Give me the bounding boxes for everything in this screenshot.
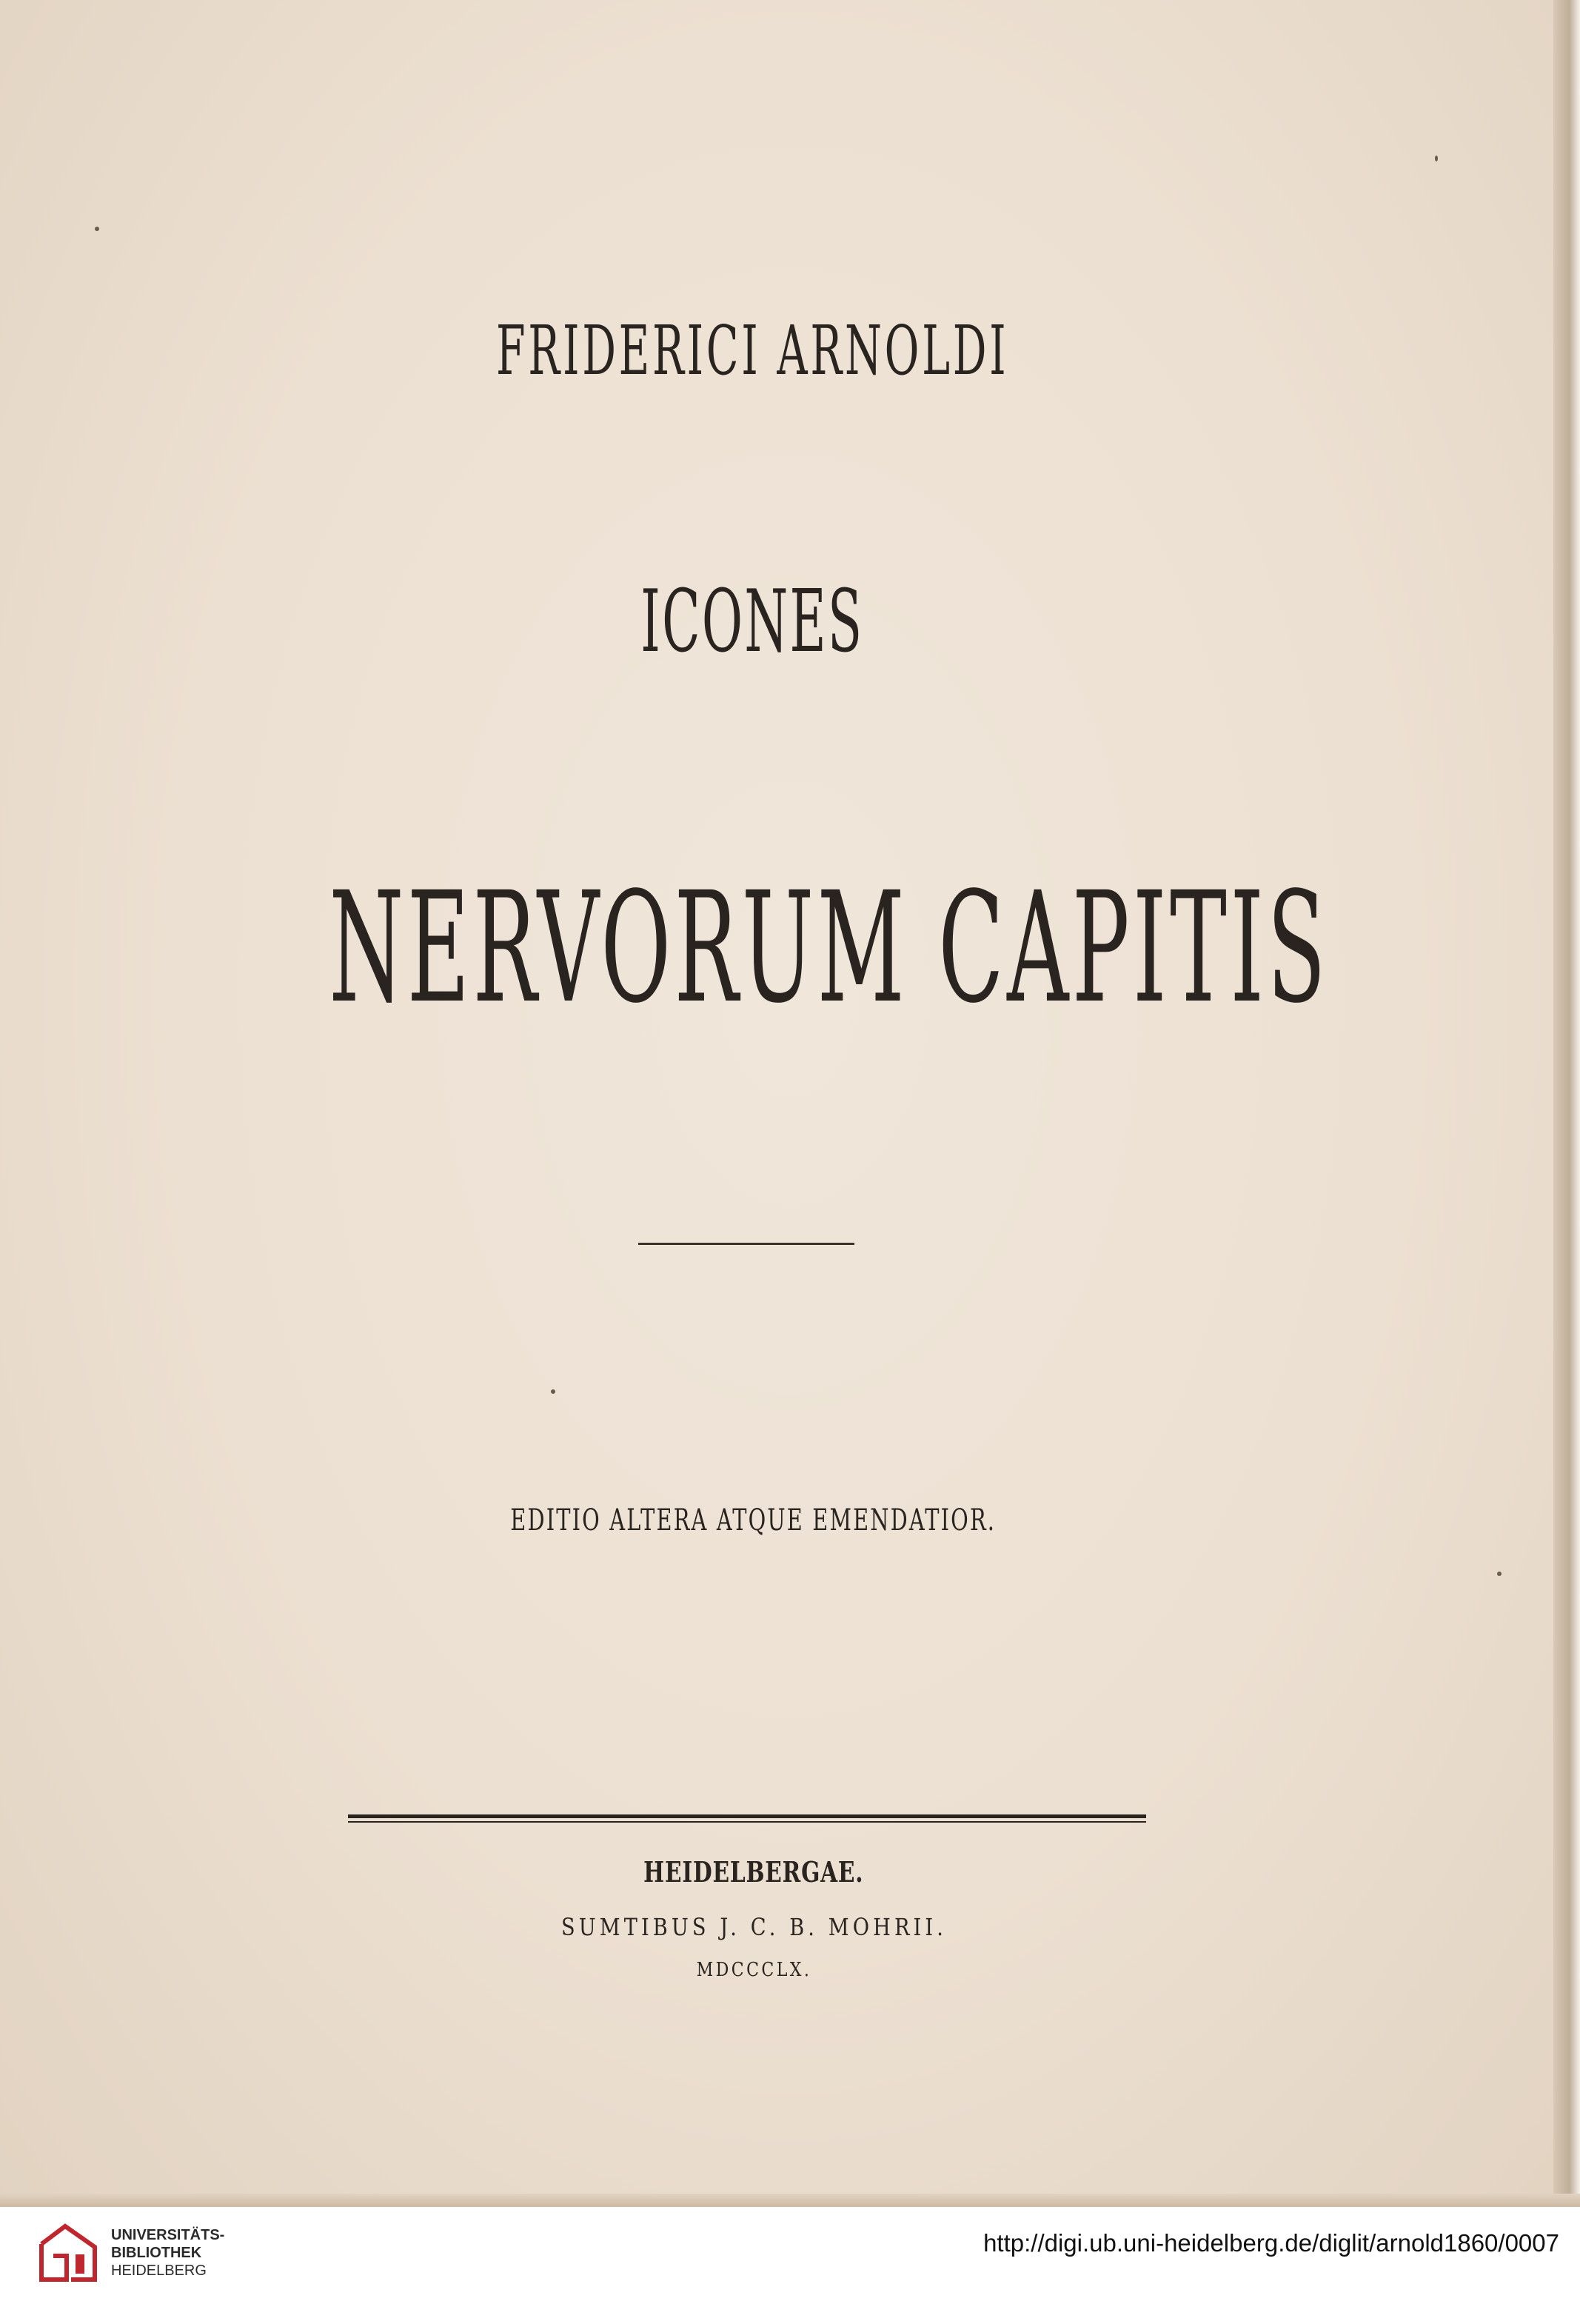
library-name-line-1: UNIVERSITÄTS- — [111, 2227, 225, 2243]
footer-bar — [0, 2207, 1580, 2324]
short-rule-divider — [638, 1243, 854, 1245]
page-bottom-edge — [0, 2194, 1580, 2207]
ub-heidelberg-logo-icon — [37, 2222, 99, 2284]
double-rule-thick — [348, 1814, 1146, 1818]
publication-place: HEIDELBERGAE. — [643, 1855, 864, 1889]
work-title: ICONES — [640, 572, 864, 672]
paper-speck — [1435, 156, 1438, 161]
double-rule-divider — [348, 1814, 1146, 1823]
library-name-line-3: HEIDELBERG — [111, 2263, 207, 2279]
paper-speck — [551, 1389, 555, 1394]
work-subject: NERVORUM CAPITIS — [329, 859, 1330, 1037]
page-right-edge — [1553, 0, 1580, 2207]
double-rule-thin — [348, 1821, 1146, 1823]
publisher-line: SUMTIBUS J. C. B. MOHRII. — [561, 1913, 947, 1941]
publication-year: MDCCCLX. — [696, 1959, 812, 1981]
author-name: FRIDERICI ARNOLDI — [495, 311, 1009, 390]
paper-speck — [95, 227, 99, 231]
paper-speck — [1497, 1572, 1502, 1576]
edition-statement: EDITIO ALTERA ATQUE EMENDATIOR. — [510, 1503, 997, 1537]
source-url[interactable]: http://digi.ub.uni-heidelberg.de/diglit/arnold1860/0007 — [983, 2229, 1559, 2257]
library-name — [111, 2226, 333, 2280]
library-name-line-2: BIBLIOTHEK — [111, 2245, 202, 2261]
